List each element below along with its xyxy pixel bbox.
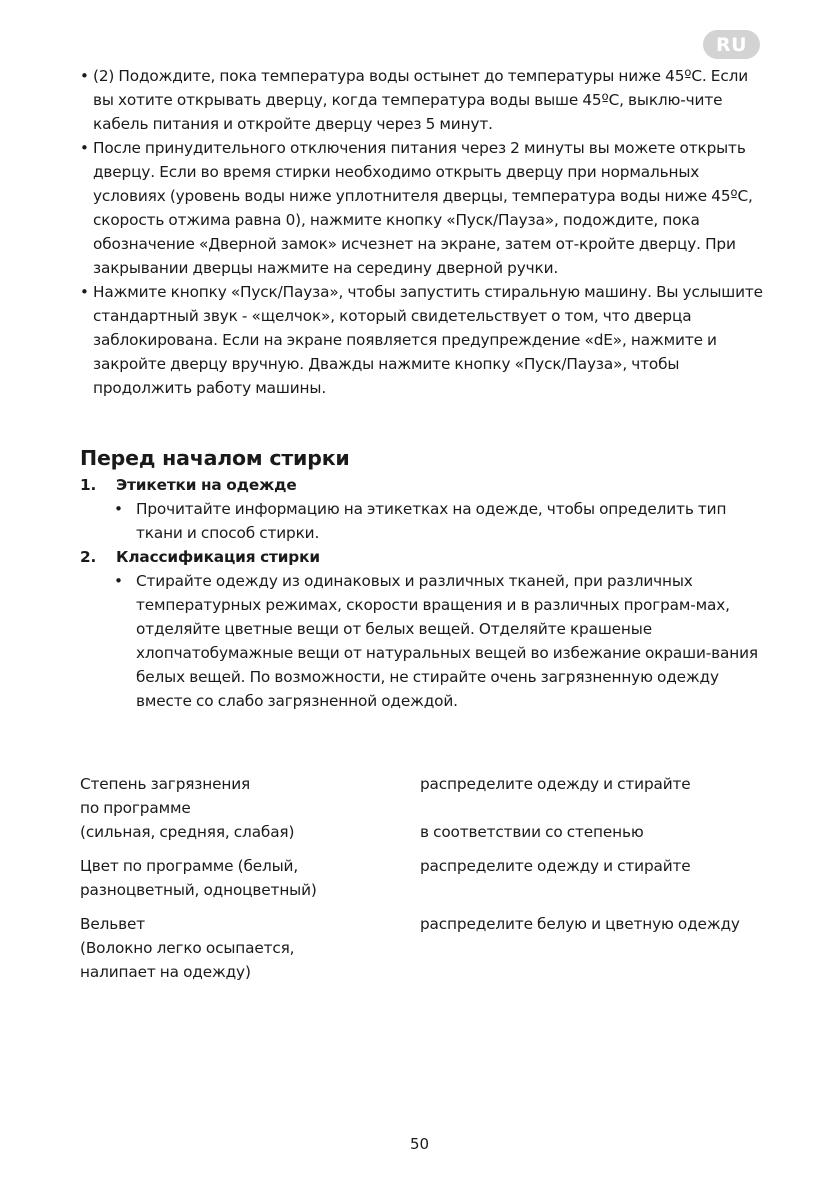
table-cell-action: [420, 854, 770, 902]
item-heading: Классификация стирки: [116, 548, 320, 566]
cell-line: налипает на одежду): [80, 963, 251, 981]
numbered-item-labels: [80, 473, 770, 497]
bullet-text: После принудительного отключения питания через 2 минуты вы можете открыть дверцу. Если во время стирки необходимо открыть дверцу при нормальных условиях (уровень воды ниже уплотнителя дверцы, температура воды ниже 45ºC, скорость отжима равна 0), нажмите кнопку «Пуск/Пауза», подождите, пока обозначение «Дверной замок» исчезнет на экране, затем от-кройте дверцу. При закрывании дверцы нажмите на середину дверной ручки.: [93, 139, 753, 277]
list-item: [80, 64, 770, 136]
bullet-dot-icon: •: [80, 67, 89, 85]
bullet-dot-icon: •: [80, 139, 89, 157]
list-item: [80, 136, 770, 280]
intro-bullet-list: [80, 64, 770, 400]
item-number: 1.: [80, 476, 97, 494]
cell-line: распределите белую и цветную одежду: [420, 915, 740, 933]
cell-line: (Волокно легко осыпается,: [80, 939, 295, 957]
cell-line: Вельвет: [80, 915, 145, 933]
table-cell-action: [420, 772, 770, 844]
numbered-list: [80, 473, 770, 713]
table-row: [80, 854, 770, 902]
cell-line: по программе: [80, 799, 191, 817]
list-item: [80, 569, 770, 713]
bullet-dot-icon: •: [114, 572, 123, 590]
list-item: [80, 497, 770, 545]
cell-line: распределите одежду и стирайте: [420, 775, 691, 793]
bullet-text: Стирайте одежду из одинаковых и различных тканей, при различных температурных режимах, скорости вращения и в различных програм-мах, отделяйте цветные вещи от белых вещей. Отделяйте крашеные хлопчатобумажные вещи от натуральных вещей во избежание окраши-вания белых вещей. По возможности, не стирайте очень загрязненную одежду вместе со слабо загрязненной одеждой.: [136, 572, 758, 710]
cell-line: [420, 796, 770, 820]
table-row: [80, 912, 770, 984]
item-number: 2.: [80, 548, 97, 566]
table-cell-action: [420, 912, 770, 984]
language-badge: RU: [703, 30, 760, 59]
bullet-dot-icon: •: [114, 500, 123, 518]
bullet-text: (2) Подождите, пока температура воды остынет до температуры ниже 45ºC. Если вы хотите открывать дверцу, когда температура воды выше 45ºC, выклю-чите кабель питания и откройте дверцу через 5 минут.: [93, 67, 748, 133]
cell-line: Цвет по программе (белый,: [80, 857, 299, 875]
table-cell-criterion: [80, 772, 420, 844]
cell-line: распределите одежду и стирайте: [420, 857, 691, 875]
item-heading: Этикетки на одежде: [116, 476, 297, 494]
sorting-table: [80, 772, 770, 984]
bullet-text: Прочитайте информацию на этикетках на одежде, чтобы определить тип ткани и способ стирки.: [136, 500, 727, 542]
bullet-dot-icon: •: [80, 283, 89, 301]
cell-line: разноцветный, одноцветный): [80, 881, 317, 899]
cell-line: Степень загрязнения: [80, 775, 251, 793]
bullet-text: Нажмите кнопку «Пуск/Пауза», чтобы запустить стиральную машину. Вы услышите стандартный звук - «щелчок», который свидетельствует о том, что дверца заблокирована. Если на экране появляется предупреждение «dE», нажмите и закройте дверцу вручную. Дважды нажмите кнопку «Пуск/Пауза», чтобы продолжить работу машины.: [93, 283, 763, 397]
numbered-item-classification: [80, 545, 770, 569]
list-item: [80, 280, 770, 400]
table-cell-criterion: [80, 854, 420, 902]
cell-line: в соответствии со степенью: [420, 823, 644, 841]
page-content: [80, 64, 770, 994]
page-number: 50: [409, 1135, 430, 1153]
table-cell-criterion: [80, 912, 420, 984]
section-title: Перед началом стирки: [80, 446, 350, 470]
table-row: [80, 772, 770, 844]
cell-line: (сильная, средняя, слабая): [80, 823, 295, 841]
